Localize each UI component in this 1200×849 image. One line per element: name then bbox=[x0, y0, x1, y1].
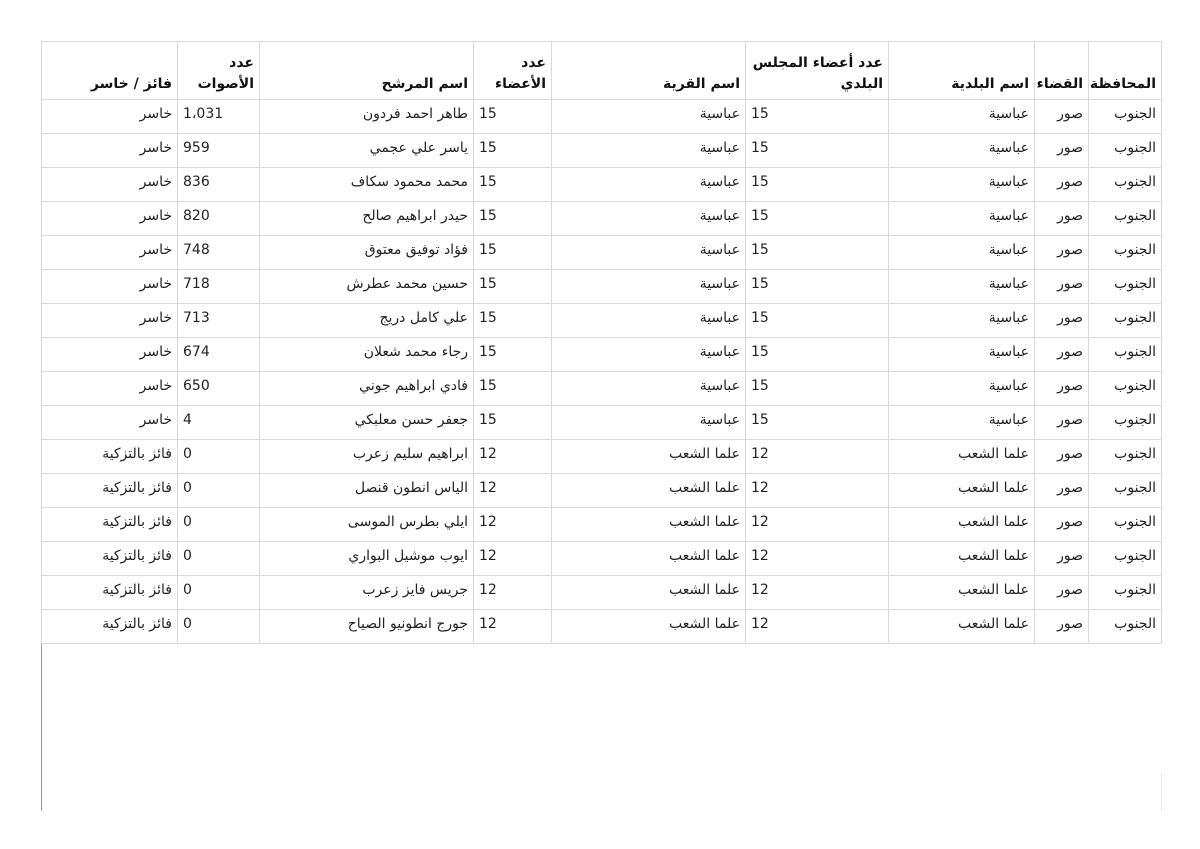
district-cell[interactable]: صور bbox=[1035, 372, 1089, 406]
candidate-cell[interactable]: حسين محمد عطرش bbox=[260, 270, 474, 304]
votes-cell[interactable]: 0 bbox=[178, 474, 260, 508]
governorate-cell[interactable]: الجنوب bbox=[1089, 372, 1162, 406]
members-cell[interactable]: 12 bbox=[474, 576, 552, 610]
result-cell[interactable]: فائز بالتزكية bbox=[42, 440, 178, 474]
council-members-cell[interactable]: 15 bbox=[746, 304, 889, 338]
members-cell[interactable]: 15 bbox=[474, 202, 552, 236]
district-cell[interactable]: صور bbox=[1035, 474, 1089, 508]
header-votes[interactable]: عدد الأصوات bbox=[178, 42, 260, 100]
village-cell[interactable]: عباسية bbox=[552, 100, 746, 134]
municipality-cell[interactable]: علما الشعب bbox=[889, 576, 1035, 610]
header-candidate[interactable]: اسم المرشح bbox=[260, 42, 474, 100]
header-council-members[interactable]: عدد أعضاء المجلس البلدي bbox=[746, 42, 889, 100]
candidate-cell[interactable]: طاهر احمد فردون bbox=[260, 100, 474, 134]
district-cell[interactable]: صور bbox=[1035, 236, 1089, 270]
empty-sheet-area bbox=[41, 773, 1162, 811]
village-cell[interactable]: عباسية bbox=[552, 338, 746, 372]
municipality-cell[interactable]: علما الشعب bbox=[889, 508, 1035, 542]
village-cell[interactable]: علما الشعب bbox=[552, 474, 746, 508]
council-members-cell[interactable]: 12 bbox=[746, 474, 889, 508]
candidate-cell[interactable]: فادي ابراهيم جوني bbox=[260, 372, 474, 406]
result-cell[interactable]: فائز بالتزكية bbox=[42, 508, 178, 542]
votes-cell[interactable]: 0 bbox=[178, 610, 260, 644]
district-cell[interactable]: صور bbox=[1035, 338, 1089, 372]
table-row bbox=[42, 270, 1162, 304]
village-cell[interactable]: علما الشعب bbox=[552, 508, 746, 542]
municipality-cell[interactable]: عباسية bbox=[889, 100, 1035, 134]
governorate-cell[interactable]: الجنوب bbox=[1089, 406, 1162, 440]
candidate-cell[interactable]: حيدر ابراهيم صالح bbox=[260, 202, 474, 236]
governorate-cell[interactable]: الجنوب bbox=[1089, 236, 1162, 270]
result-cell[interactable]: خاسر bbox=[42, 304, 178, 338]
municipality-cell[interactable]: عباسية bbox=[889, 134, 1035, 168]
members-cell[interactable]: 12 bbox=[474, 610, 552, 644]
votes-cell[interactable]: 0 bbox=[178, 576, 260, 610]
table-body bbox=[42, 100, 1162, 644]
municipality-cell[interactable]: عباسية bbox=[889, 202, 1035, 236]
governorate-cell[interactable]: الجنوب bbox=[1089, 338, 1162, 372]
candidate-cell[interactable]: محمد محمود سكاف bbox=[260, 168, 474, 202]
header-village[interactable]: اسم القرية bbox=[552, 42, 746, 100]
result-cell[interactable]: خاسر bbox=[42, 236, 178, 270]
municipality-cell[interactable]: علما الشعب bbox=[889, 474, 1035, 508]
district-cell[interactable]: صور bbox=[1035, 406, 1089, 440]
village-cell[interactable]: عباسية bbox=[552, 304, 746, 338]
header-row bbox=[42, 42, 1162, 100]
result-cell[interactable]: خاسر bbox=[42, 134, 178, 168]
council-members-cell[interactable]: 12 bbox=[746, 542, 889, 576]
result-cell[interactable]: خاسر bbox=[42, 372, 178, 406]
members-cell[interactable]: 15 bbox=[474, 406, 552, 440]
result-cell[interactable]: خاسر bbox=[42, 406, 178, 440]
table-row bbox=[42, 304, 1162, 338]
votes-cell[interactable]: 718 bbox=[178, 270, 260, 304]
votes-cell[interactable]: 674 bbox=[178, 338, 260, 372]
district-cell[interactable]: صور bbox=[1035, 610, 1089, 644]
candidate-cell[interactable]: جورج انطونيو الصياح bbox=[260, 610, 474, 644]
governorate-cell[interactable]: الجنوب bbox=[1089, 134, 1162, 168]
result-cell[interactable]: خاسر bbox=[42, 100, 178, 134]
district-cell[interactable]: صور bbox=[1035, 440, 1089, 474]
header-municipality[interactable]: اسم البلدية bbox=[889, 42, 1035, 100]
votes-cell[interactable]: 650 bbox=[178, 372, 260, 406]
header-members[interactable]: عدد الأعضاء bbox=[474, 42, 552, 100]
header-governorate[interactable]: المحافظة bbox=[1089, 42, 1162, 100]
village-cell[interactable]: عباسية bbox=[552, 168, 746, 202]
table-row bbox=[42, 610, 1162, 644]
municipality-cell[interactable]: عباسية bbox=[889, 236, 1035, 270]
votes-cell[interactable]: 836 bbox=[178, 168, 260, 202]
council-members-cell[interactable]: 12 bbox=[746, 440, 889, 474]
district-cell[interactable]: صور bbox=[1035, 304, 1089, 338]
village-cell[interactable]: علما الشعب bbox=[552, 440, 746, 474]
candidate-cell[interactable]: علي كامل دريج bbox=[260, 304, 474, 338]
village-cell[interactable]: عباسية bbox=[552, 236, 746, 270]
governorate-cell[interactable]: الجنوب bbox=[1089, 440, 1162, 474]
governorate-cell[interactable]: الجنوب bbox=[1089, 576, 1162, 610]
members-cell[interactable]: 15 bbox=[474, 270, 552, 304]
village-cell[interactable]: علما الشعب bbox=[552, 576, 746, 610]
municipality-cell[interactable]: عباسية bbox=[889, 406, 1035, 440]
municipality-cell[interactable]: علما الشعب bbox=[889, 610, 1035, 644]
votes-cell[interactable]: 959 bbox=[178, 134, 260, 168]
table-row bbox=[42, 542, 1162, 576]
candidate-cell[interactable]: فؤاد توفيق معتوق bbox=[260, 236, 474, 270]
district-cell[interactable]: صور bbox=[1035, 202, 1089, 236]
votes-cell[interactable]: 713 bbox=[178, 304, 260, 338]
members-cell[interactable]: 15 bbox=[474, 100, 552, 134]
district-cell[interactable]: صور bbox=[1035, 134, 1089, 168]
council-members-cell[interactable]: 15 bbox=[746, 168, 889, 202]
governorate-cell[interactable]: الجنوب bbox=[1089, 542, 1162, 576]
district-cell[interactable]: صور bbox=[1035, 270, 1089, 304]
village-cell[interactable]: عباسية bbox=[552, 270, 746, 304]
candidate-cell[interactable]: جعفر حسن معلبكي bbox=[260, 406, 474, 440]
members-cell[interactable]: 15 bbox=[474, 236, 552, 270]
result-cell[interactable]: خاسر bbox=[42, 202, 178, 236]
table-row bbox=[42, 406, 1162, 440]
governorate-cell[interactable]: الجنوب bbox=[1089, 508, 1162, 542]
council-members-cell[interactable]: 12 bbox=[746, 508, 889, 542]
governorate-cell[interactable]: الجنوب bbox=[1089, 474, 1162, 508]
result-cell[interactable]: خاسر bbox=[42, 270, 178, 304]
candidate-cell[interactable]: ابراهيم سليم زعرب bbox=[260, 440, 474, 474]
council-members-cell[interactable]: 15 bbox=[746, 270, 889, 304]
municipality-cell[interactable]: عباسية bbox=[889, 338, 1035, 372]
village-cell[interactable]: علما الشعب bbox=[552, 610, 746, 644]
district-cell[interactable]: صور bbox=[1035, 168, 1089, 202]
village-cell[interactable]: علما الشعب bbox=[552, 542, 746, 576]
votes-cell[interactable]: 820 bbox=[178, 202, 260, 236]
table-row bbox=[42, 576, 1162, 610]
votes-cell[interactable]: 0 bbox=[178, 508, 260, 542]
members-cell[interactable]: 12 bbox=[474, 508, 552, 542]
governorate-cell[interactable]: الجنوب bbox=[1089, 168, 1162, 202]
result-cell[interactable]: فائز بالتزكية bbox=[42, 542, 178, 576]
council-members-cell[interactable]: 15 bbox=[746, 338, 889, 372]
table-row bbox=[42, 168, 1162, 202]
village-cell[interactable]: عباسية bbox=[552, 134, 746, 168]
council-members-cell[interactable]: 15 bbox=[746, 236, 889, 270]
result-cell[interactable]: خاسر bbox=[42, 338, 178, 372]
council-members-cell[interactable]: 15 bbox=[746, 100, 889, 134]
council-members-cell[interactable]: 12 bbox=[746, 576, 889, 610]
council-members-cell[interactable]: 15 bbox=[746, 202, 889, 236]
candidate-cell[interactable]: ياسر علي عجمي bbox=[260, 134, 474, 168]
council-members-cell[interactable]: 15 bbox=[746, 134, 889, 168]
district-cell[interactable]: صور bbox=[1035, 542, 1089, 576]
votes-cell[interactable]: 0 bbox=[178, 542, 260, 576]
municipality-cell[interactable]: عباسية bbox=[889, 372, 1035, 406]
members-cell[interactable]: 12 bbox=[474, 440, 552, 474]
district-cell[interactable]: صور bbox=[1035, 508, 1089, 542]
members-cell[interactable]: 15 bbox=[474, 372, 552, 406]
table-header bbox=[42, 42, 1162, 100]
governorate-cell[interactable]: الجنوب bbox=[1089, 100, 1162, 134]
candidate-cell[interactable]: جريس فايز زعرب bbox=[260, 576, 474, 610]
village-cell[interactable]: عباسية bbox=[552, 372, 746, 406]
table-row bbox=[42, 338, 1162, 372]
municipality-cell[interactable]: عباسية bbox=[889, 168, 1035, 202]
header-result[interactable]: فائز / خاسر bbox=[42, 42, 178, 100]
result-cell[interactable]: فائز بالتزكية bbox=[42, 610, 178, 644]
table-row bbox=[42, 134, 1162, 168]
candidate-cell[interactable]: رجاء محمد شعلان bbox=[260, 338, 474, 372]
votes-cell[interactable]: 0 bbox=[178, 440, 260, 474]
members-cell[interactable]: 12 bbox=[474, 542, 552, 576]
header-district[interactable]: القضاء bbox=[1035, 42, 1089, 100]
council-members-cell[interactable]: 15 bbox=[746, 372, 889, 406]
district-cell[interactable]: صور bbox=[1035, 576, 1089, 610]
council-members-cell[interactable]: 12 bbox=[746, 610, 889, 644]
table-row bbox=[42, 100, 1162, 134]
election-results-table bbox=[41, 41, 1162, 644]
village-cell[interactable]: عباسية bbox=[552, 202, 746, 236]
district-cell[interactable]: صور bbox=[1035, 100, 1089, 134]
members-cell[interactable]: 15 bbox=[474, 134, 552, 168]
members-cell[interactable]: 15 bbox=[474, 168, 552, 202]
result-cell[interactable]: فائز بالتزكية bbox=[42, 474, 178, 508]
table-row bbox=[42, 440, 1162, 474]
table-row bbox=[42, 474, 1162, 508]
governorate-cell[interactable]: الجنوب bbox=[1089, 270, 1162, 304]
members-cell[interactable]: 12 bbox=[474, 474, 552, 508]
members-cell[interactable]: 15 bbox=[474, 304, 552, 338]
members-cell[interactable]: 15 bbox=[474, 338, 552, 372]
votes-cell[interactable]: 1،031 bbox=[178, 100, 260, 134]
governorate-cell[interactable]: الجنوب bbox=[1089, 304, 1162, 338]
municipality-cell[interactable]: عباسية bbox=[889, 270, 1035, 304]
municipality-cell[interactable]: علما الشعب bbox=[889, 542, 1035, 576]
municipality-cell[interactable]: علما الشعب bbox=[889, 440, 1035, 474]
table-row bbox=[42, 236, 1162, 270]
table-row bbox=[42, 202, 1162, 236]
result-cell[interactable]: خاسر bbox=[42, 168, 178, 202]
governorate-cell[interactable]: الجنوب bbox=[1089, 610, 1162, 644]
council-members-cell[interactable]: 15 bbox=[746, 406, 889, 440]
village-cell[interactable]: عباسية bbox=[552, 406, 746, 440]
candidate-cell[interactable]: ايوب موشيل البواري bbox=[260, 542, 474, 576]
votes-cell[interactable]: 748 bbox=[178, 236, 260, 270]
municipality-cell[interactable]: عباسية bbox=[889, 304, 1035, 338]
table-row bbox=[42, 508, 1162, 542]
candidate-cell[interactable]: الياس انطون قنصل bbox=[260, 474, 474, 508]
result-cell[interactable]: فائز بالتزكية bbox=[42, 576, 178, 610]
governorate-cell[interactable]: الجنوب bbox=[1089, 202, 1162, 236]
candidate-cell[interactable]: ايلي بطرس الموسى bbox=[260, 508, 474, 542]
votes-cell[interactable]: 4 bbox=[178, 406, 260, 440]
table-row bbox=[42, 372, 1162, 406]
